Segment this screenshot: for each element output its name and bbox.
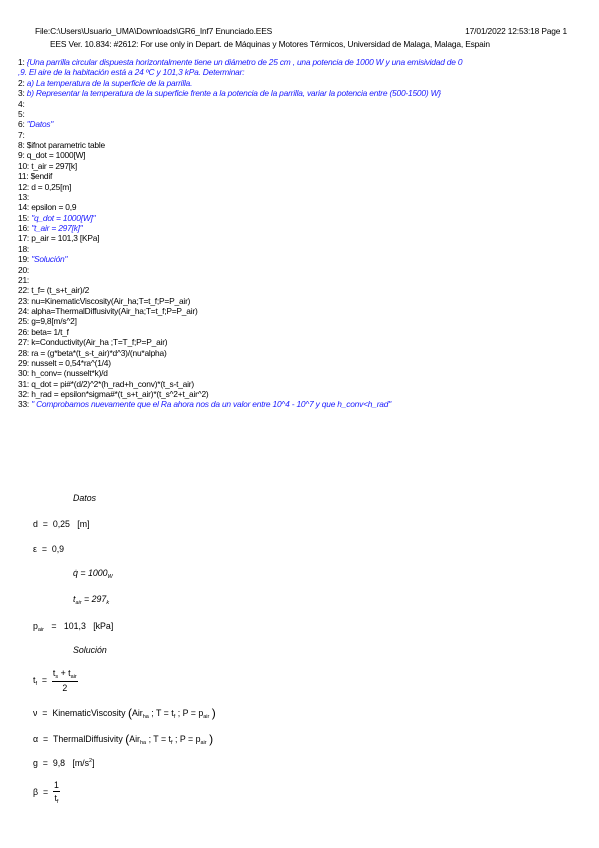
line-text: {Una parrilla circular dispuesta horizontalmente tiene un diámetro de 25 cm , una potencia de 1000 W y una emisividad de 0 xyxy=(26,57,463,67)
line-number: 26: xyxy=(18,326,30,337)
line-number: 22: xyxy=(18,285,30,296)
code-line xyxy=(18,171,588,181)
line-number: 13: xyxy=(18,191,30,202)
print-datetime: 17/01/2022 12:53:18 Page 1 xyxy=(465,26,567,36)
line-text: epsilon = 0,9 xyxy=(31,202,77,213)
line-number: 4: xyxy=(18,98,25,109)
line-text: beta= 1/t_f xyxy=(31,326,69,337)
code-line xyxy=(18,296,588,306)
line-number: 16: xyxy=(18,223,30,233)
line-text: p_air = 101,3 [KPa] xyxy=(31,233,100,244)
line-number: 19: xyxy=(18,254,30,265)
line-number: 2: xyxy=(18,77,25,88)
code-line xyxy=(18,265,588,275)
line-number: 6: xyxy=(18,119,25,130)
line-text: b) Representar la temperatura de la superficie frente a la potencia de la parrilla, variar la potencia entre (500-1500) W} xyxy=(26,88,441,99)
line-text: "Datos" xyxy=(26,119,54,130)
code-line xyxy=(18,389,588,399)
eq-d: d = 0,25 [m] xyxy=(33,519,90,529)
eq-t-air: $t_{air} = 297_k$ xyxy=(73,594,110,606)
line-number: 25: xyxy=(18,316,30,327)
code-line xyxy=(18,379,588,389)
line-text: "Solución" xyxy=(31,254,68,265)
code-line xyxy=(18,337,588,347)
line-number: 21: xyxy=(18,274,30,285)
code-listing xyxy=(18,57,588,410)
code-line xyxy=(18,150,588,160)
ees-version-line: EES Ver. 10.834: #2612: For use only in Depart. de Máquinas y Motores Térmicos, Universidad de Malaga, Malaga, Espain xyxy=(50,39,490,49)
eq-g: g = 9,8 $[m/s^2]$ xyxy=(33,758,95,768)
line-number: 15: xyxy=(18,212,30,223)
line-text: "q_dot = 1000[W]" xyxy=(31,212,96,223)
line-text: k=Conductivity(Air_ha ;T=T_f;P=P_air) xyxy=(31,337,168,348)
code-line xyxy=(18,130,588,140)
code-line xyxy=(18,306,588,316)
line-text: q_dot = 1000[W] xyxy=(26,150,86,161)
code-line xyxy=(18,275,588,285)
line-text: $endif xyxy=(30,171,53,182)
line-number: 11: xyxy=(18,171,29,182)
line-number: 28: xyxy=(18,347,30,358)
code-line xyxy=(18,327,588,337)
line-number: 18: xyxy=(18,243,30,254)
line-text: a) La temperatura de la superficie de la parrilla. xyxy=(26,77,193,88)
line-number: 24: xyxy=(18,306,30,316)
line-number: 14: xyxy=(18,202,30,213)
solucion-heading: Solución xyxy=(73,645,107,655)
line-text: ra = (g*beta*(t_s-t_air)*d^3)/(nu*alpha) xyxy=(31,347,167,358)
line-text: t_f= (t_s+t_air)/2 xyxy=(31,285,90,296)
line-text: "t_air = 297[k]" xyxy=(31,223,83,233)
code-line xyxy=(18,99,588,109)
code-line xyxy=(18,233,588,243)
code-line xyxy=(18,182,588,192)
code-line xyxy=(18,202,588,212)
code-line xyxy=(18,399,588,409)
line-number: 29: xyxy=(18,357,30,368)
code-line xyxy=(18,244,588,254)
line-number: 1: xyxy=(18,57,25,67)
line-number: 9: xyxy=(18,150,25,161)
eq-nu: ν = KinematicViscosity (Air$_{ha}$ ; $T = t_f$ ; $P = p_{air}$ ) xyxy=(33,706,216,720)
line-number: 17: xyxy=(18,233,30,244)
code-line xyxy=(18,119,588,129)
code-line xyxy=(18,368,588,378)
code-line xyxy=(18,192,588,202)
line-text: nusselt = 0,54*ra^(1/4) xyxy=(31,357,111,368)
line-text: $ifnot parametric table xyxy=(26,140,105,150)
code-line xyxy=(18,223,588,233)
line-text: nu=KinematicViscosity(Air_ha;T=t_f;P=P_air) xyxy=(31,295,191,306)
line-number: 20: xyxy=(18,264,30,275)
eq-t-f: $t_f$ = $\frac{t_s + t_{air}}{2}$ xyxy=(33,668,77,693)
line-number: 27: xyxy=(18,337,30,348)
line-text: h_conv= (nusselt*k)/d xyxy=(31,368,108,379)
line-text: h_rad = epsilon*sigma#*(t_s+t_air)*(t_s^2+t_air^2) xyxy=(31,389,209,399)
line-number: 10: xyxy=(18,160,30,171)
line-number: 8: xyxy=(18,140,25,150)
line-number: 5: xyxy=(18,108,25,119)
code-line xyxy=(18,254,588,264)
eq-q-dot: q̇ = $1000_W$ xyxy=(73,568,113,580)
code-line xyxy=(18,78,588,88)
code-line xyxy=(18,140,588,150)
code-line xyxy=(18,161,588,171)
eq-p-air: $p_{air}$ = 101,3 [kPa] xyxy=(33,621,114,633)
line-text: ,9. El aire de la habitación está a 24 ºC y 101,3 kPa. Determinar: xyxy=(18,67,245,78)
eq-alpha: α = ThermalDiffusivity (Air$_{ha}$ ; $T = t_f$ ; $P = p_{air}$ ) xyxy=(33,732,214,746)
code-line xyxy=(18,57,588,67)
line-text: " Comprobamos nuevamente que el Ra ahora nos da un valor entre 10^4 - 10^7 y que h_conv<h_rad" xyxy=(31,399,391,410)
file-path: File:C:\Users\Usuario_UMA\Downloads\GR6_Inf7 Enunciado.EES xyxy=(35,26,273,36)
line-number: 32: xyxy=(18,389,30,399)
line-text: alpha=ThermalDiffusivity(Air_ha;T=t_f;P=P_air) xyxy=(31,306,198,316)
code-line xyxy=(18,67,588,77)
line-number: 31: xyxy=(18,378,30,389)
line-number: 7: xyxy=(18,129,25,140)
line-text: q_dot = pi#*(d/2)^2*(h_rad+h_conv)*(t_s-t_air) xyxy=(31,378,194,389)
code-line xyxy=(18,358,588,368)
line-text: d = 0,25[m] xyxy=(31,181,72,192)
datos-heading: Datos xyxy=(73,493,96,503)
line-number: 3: xyxy=(18,88,25,99)
code-line xyxy=(18,109,588,119)
line-number: 33: xyxy=(18,399,30,410)
line-text: t_air = 297[k] xyxy=(31,160,78,171)
eq-beta: β = $\frac{1}{t_f}$ xyxy=(33,780,59,805)
code-line xyxy=(18,213,588,223)
line-number: 12: xyxy=(18,181,30,192)
line-number: 30: xyxy=(18,368,30,379)
code-line xyxy=(18,316,588,326)
code-line xyxy=(18,285,588,295)
line-text: g=9,8[m/s^2] xyxy=(31,316,77,327)
code-line xyxy=(18,348,588,358)
eq-epsilon: ε = 0,9 xyxy=(33,544,65,554)
code-line xyxy=(18,88,588,98)
line-number: 23: xyxy=(18,295,30,306)
